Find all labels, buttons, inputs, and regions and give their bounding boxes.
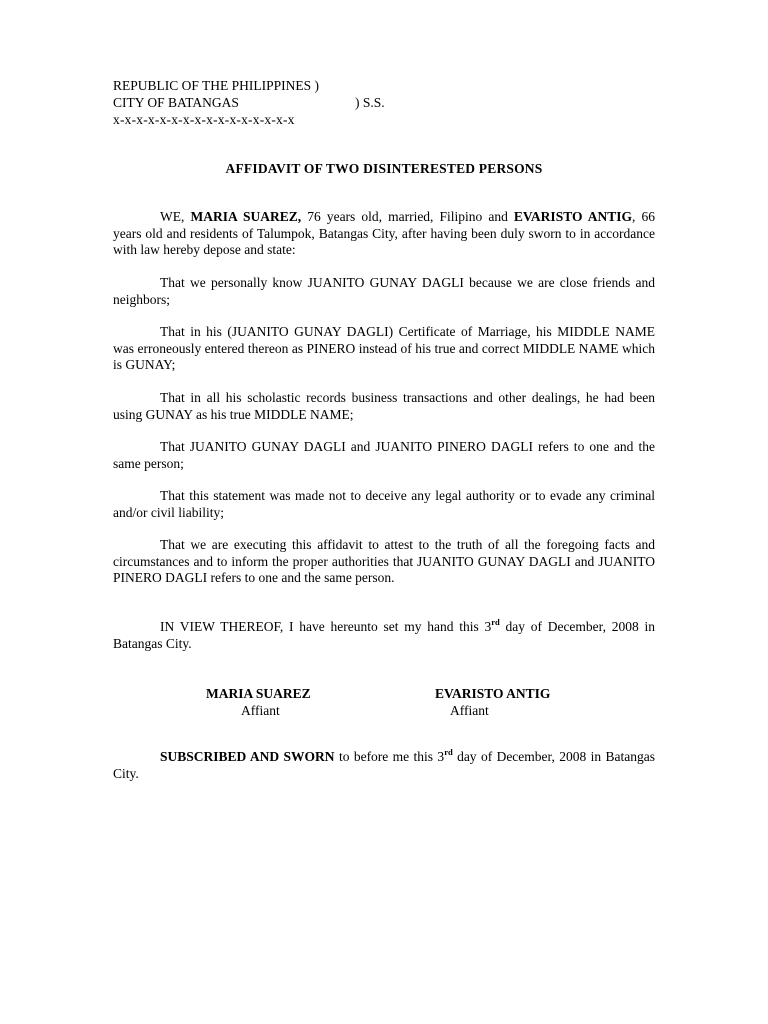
signature-name-right: EVARISTO ANTIG: [435, 686, 551, 701]
p5-text: That JUANITO GUNAY DAGLI and JUANITO PINERO DAGLI refers to one and the same person;: [113, 439, 655, 471]
document-title: AFFIDAVIT OF TWO DISINTERESTED PERSONS: [225, 161, 543, 176]
jurat-bold: SUBSCRIBED AND SWORN: [160, 749, 335, 764]
jurat-ordinal: rd: [444, 747, 453, 757]
signature-name-left: MARIA SUAREZ: [206, 686, 311, 701]
affiant-name-2: EVARISTO ANTIG: [513, 209, 633, 224]
jurat-mid: to before me this 3: [334, 749, 445, 764]
p1-we: WE,: [160, 209, 191, 224]
signature-role-left: Affiant: [241, 703, 280, 718]
p8-end: day of December, 2008 in Batangas City.: [113, 619, 655, 651]
p1-mid: 76 years old, married, Filipino and: [301, 209, 514, 224]
paragraph-certificate: [113, 324, 655, 374]
caption-city-row: [113, 94, 433, 111]
p4-text: That in all his scholastic records business transactions and other dealings, he had been using GUNAY as his true MIDDLE NAME;: [113, 390, 655, 422]
signature-block-right: [435, 685, 550, 719]
paragraph-purpose: [113, 537, 655, 587]
p3-text: That in his (JUANITO GUNAY DAGLI) Certificate of Marriage, his MIDDLE NAME was erroneously entered thereon as PINERO instead of his true and correct MIDDLE NAME which is GUNAY;: [113, 324, 655, 372]
paragraph-records: [113, 390, 655, 423]
caption-city-line: CITY OF BATANGAS: [113, 95, 239, 110]
caption-separator: x-x-x-x-x-x-x-x-x-x-x-x-x-x-x-x: [113, 112, 295, 127]
paragraph-in-view-thereof: [113, 619, 655, 652]
affiant-name-1: MARIA SUAREZ,: [190, 209, 302, 224]
caption-ss: ) S.S.: [355, 95, 385, 110]
paragraph-affiants: [113, 209, 655, 259]
signature-role-right: Affiant: [450, 703, 489, 718]
p8-ordinal: rd: [491, 617, 500, 627]
p6-text: That this statement was made not to deceive any legal authority or to evade any criminal and/or civil liability;: [113, 488, 655, 520]
signature-block-left: [206, 685, 311, 719]
p8-start: IN VIEW THEREOF, I have hereunto set my hand this 3: [160, 619, 492, 634]
caption-republic-line: REPUBLIC OF THE PHILIPPINES ): [113, 78, 320, 93]
jurat-end: day of December, 2008 in Batangas City.: [113, 749, 655, 781]
paragraph-same-person: [113, 439, 655, 472]
paragraph-statement: [113, 488, 655, 521]
p1-end: , 66 years old and residents of Talumpok, Batangas City, after having been duly sworn to in accordance with law hereby depose and state:: [113, 209, 655, 257]
paragraph-know: [113, 275, 655, 308]
p7-text: That we are executing this affidavit to attest to the truth of all the foregoing facts and circumstances and to inform the proper authorities that JUANITO GUNAY DAGLI and JUANITO PINERO DAGLI refers to one and the same person.: [113, 537, 655, 585]
p2-text: That we personally know JUANITO GUNAY DAGLI because we are close friends and neighbors;: [113, 275, 655, 307]
paragraph-jurat: [113, 749, 655, 782]
venue-caption: [113, 77, 433, 128]
